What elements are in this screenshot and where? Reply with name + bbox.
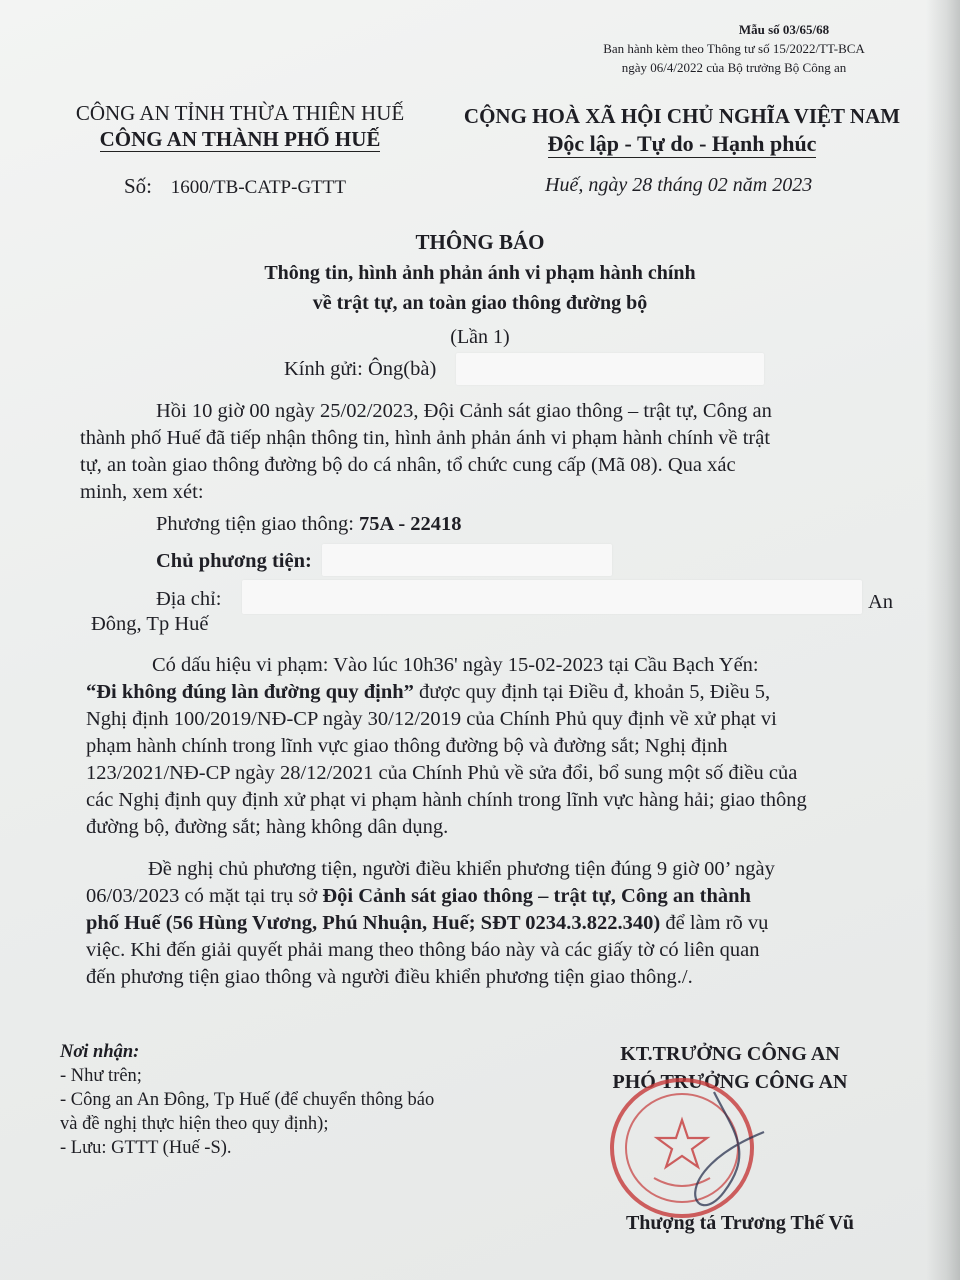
vehicle-plate: 75A - 22418 — [359, 513, 462, 535]
address-tail: An — [868, 591, 894, 613]
signer-name: Thượng tá Trương Thế Vũ — [625, 1212, 855, 1234]
recipient-label: Kính gửi: Ông(bà) — [284, 358, 437, 380]
request-paragraph: Đề nghị chủ phương tiện, người điều khiển phương tiện đúng 9 giờ 00’ ngày 06/03/2023 có mặt tại trụ sở Đội Cảnh sát giao thông – trật tự, Công an thành phố Huế (56 Hùng Vương, Phú Nhuận, Huế; SĐT 0234.3.822.340) để làm rõ vụ việc. Khi đến giải quyết phải mang theo thông báo này và các giấy tờ có liên quan đến phương tiện giao thông và người điều khiển phương tiện giao thông./. — [86, 858, 775, 988]
page-fold-shadow — [926, 0, 960, 1280]
nation-motto: Độc lập - Tự do - Hạnh phúc — [547, 131, 817, 156]
vehicle-line — [156, 511, 462, 538]
agency-header — [40, 100, 440, 152]
document-number-value: 1600/TB-CATP-GTTT — [170, 177, 346, 198]
document-date: Huế, ngày 28 tháng 02 năm 2023 — [545, 174, 813, 196]
redacted-recipient-name — [456, 353, 764, 385]
redacted-owner-name — [322, 544, 612, 576]
form-number-block — [584, 20, 884, 77]
recipient-item-1: - Như trên; — [60, 1066, 142, 1086]
signature-title-2: PHÓ TRƯỞNG CÔNG AN — [612, 1071, 848, 1093]
recipients-heading: Nơi nhận: — [60, 1042, 140, 1062]
document-number — [124, 174, 346, 199]
vehicle-label: Phương tiện giao thông: — [156, 513, 354, 535]
violation-paragraph: Có dấu hiệu vi phạm: Vào lúc 10h36' ngày 15-02-2023 tại Cầu Bạch Yến: “Đi không đúng làn đường quy định” được quy định tại Điều đ, khoản 5, Điều 5, Nghị định 100/2019/NĐ-CP ngày 30/12/2019 của Chính Phủ quy định về xử phạt vi phạm hành chính trong lĩnh vực giao thông đường bộ và đường sắt; Nghị định 123/2021/NĐ-CP ngày 28/12/2021 của Chính Phủ về sửa đổi, bổ sung một số điều của các Nghị định quy định xử phạt vi phạm hành chính trong lĩnh vực hàng hải; giao thông đường bộ, đường sắt; hàng không dân dụng. — [86, 654, 807, 838]
form-issued-line1: Ban hành kèm theo Thông tư số 15/2022/TT-BCA — [603, 41, 865, 56]
document-subtitle-2: về trật tự, an toàn giao thông đường bộ — [312, 292, 648, 314]
document-issue-count: (Lần 1) — [450, 326, 510, 348]
violation-name: “Đi không đúng làn đường quy định” — [86, 681, 414, 703]
official-seal-icon — [604, 1072, 774, 1222]
redacted-address — [242, 580, 862, 614]
nation-name: CỘNG HOÀ XÃ HỘI CHỦ NGHĨA VIỆT NAM — [463, 104, 901, 128]
form-number: Mẫu số 03/65/68 — [738, 22, 830, 37]
national-header — [452, 102, 912, 158]
form-issued-line2: ngày 06/4/2022 của Bộ trưởng Bộ Công an — [621, 60, 847, 75]
recipient-item-2-cont: và đề nghị thực hiện theo quy định); — [60, 1114, 329, 1134]
address-line-2: Đông, Tp Huế — [91, 613, 209, 635]
document-subtitle-1: Thông tin, hình ảnh phản ánh vi phạm hành chính — [264, 262, 696, 284]
owner-label: Chủ phương tiện: — [156, 550, 312, 572]
address-label: Địa chỉ: — [156, 588, 222, 610]
recipients-list — [60, 1040, 434, 1160]
document-title: THÔNG BÁO — [415, 230, 545, 254]
agency-name: CÔNG AN THÀNH PHỐ HUẾ — [99, 127, 381, 151]
agency-parent: CÔNG AN TỈNH THỪA THIÊN HUẾ — [75, 101, 405, 125]
document-number-label: Số: — [124, 174, 153, 198]
recipient-item-3: - Lưu: GTTT (Huế -S). — [60, 1138, 232, 1158]
signature-title-1: KT.TRƯỞNG CÔNG AN — [620, 1043, 840, 1065]
recipient-item-2: - Công an An Đông, Tp Huế (để chuyển thông báo — [60, 1090, 435, 1110]
intro-paragraph: Hồi 10 giờ 00 ngày 25/02/2023, Đội Cảnh sát giao thông – trật tự, Công an thành phố Huế đã tiếp nhận thông tin, hình ảnh phản ánh vi phạm hành chính về trật tự, an toàn giao thông đường bộ do cá nhân, tổ chức cung cấp (Mã 08). Qua xác minh, xem xét: — [80, 400, 772, 503]
